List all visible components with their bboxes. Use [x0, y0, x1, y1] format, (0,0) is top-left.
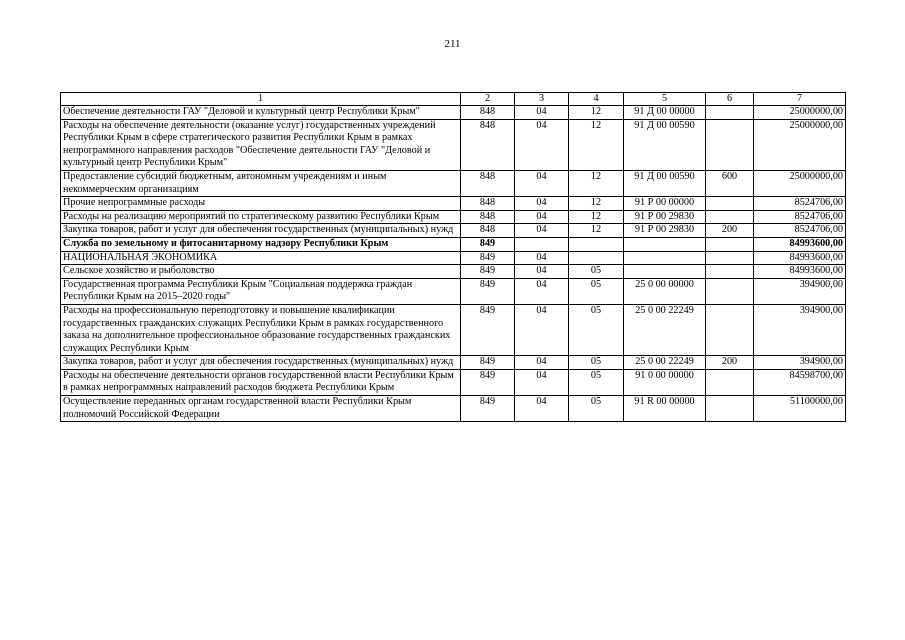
row-column-2-cell: 849	[461, 237, 515, 251]
row-column-3-cell: 04	[515, 170, 569, 196]
row-amount-cell: 84993600,00	[754, 265, 846, 279]
row-column-6-cell: 600	[706, 170, 754, 196]
header-row	[61, 93, 846, 106]
row-column-5-cell: 91 Р 00 29830	[624, 210, 706, 224]
table-row	[61, 265, 846, 279]
table-row	[61, 278, 846, 304]
budget-table	[60, 92, 846, 422]
row-column-5-cell: 25 0 00 22249	[624, 304, 706, 355]
column-header-6: 6	[706, 93, 754, 106]
row-column-5-cell: 91 Р 00 29830	[624, 224, 706, 238]
row-name-cell: Расходы на обеспечение деятельности (оказание услуг) государственных учреждений Республики Крым в сфере стратегического развития Республики Крым в рамках непрограммного направления расходов "Обеспечение деятельности ГАУ "Деловой и культурный центр Республики Крым"	[61, 119, 461, 170]
row-amount-cell: 25000000,00	[754, 170, 846, 196]
row-name-cell: Закупка товаров, работ и услуг для обеспечения государственных (муниципальных) нужд	[61, 356, 461, 370]
row-column-2-cell: 849	[461, 356, 515, 370]
row-column-3-cell: 04	[515, 251, 569, 265]
row-column-3-cell: 04	[515, 265, 569, 279]
row-column-6-cell	[706, 106, 754, 120]
row-column-5-cell: 25 0 00 00000	[624, 278, 706, 304]
row-amount-cell: 394900,00	[754, 304, 846, 355]
row-column-4-cell: 05	[569, 356, 624, 370]
row-name-cell: Предоставление субсидий бюджетным, автономным учреждениям и иным некоммерческим организациям	[61, 170, 461, 196]
row-column-6-cell	[706, 278, 754, 304]
row-column-4-cell	[569, 251, 624, 265]
row-column-3-cell: 04	[515, 278, 569, 304]
row-amount-cell: 8524706,00	[754, 224, 846, 238]
row-column-2-cell: 849	[461, 304, 515, 355]
row-column-4-cell: 12	[569, 224, 624, 238]
row-column-2-cell: 848	[461, 224, 515, 238]
row-column-2-cell: 848	[461, 210, 515, 224]
row-column-2-cell: 849	[461, 265, 515, 279]
row-name-cell: Расходы на профессиональную переподготовку и повышение квалификации государственных гражданских служащих Республики Крым в рамках государственного заказа на дополнительное профессиональное образование государственных гражданских служащих Республики Крым	[61, 304, 461, 355]
row-column-6-cell	[706, 396, 754, 422]
row-column-4-cell: 05	[569, 304, 624, 355]
row-column-6-cell	[706, 265, 754, 279]
row-column-6-cell	[706, 304, 754, 355]
row-column-5-cell: 91 R 00 00000	[624, 396, 706, 422]
row-column-4-cell: 05	[569, 396, 624, 422]
column-header-5: 5	[624, 93, 706, 106]
row-column-6-cell	[706, 119, 754, 170]
row-column-6-cell: 200	[706, 356, 754, 370]
table-row	[61, 224, 846, 238]
row-name-cell: Осуществление переданных органам государственной власти Республики Крым полномочий Российской Федерации	[61, 396, 461, 422]
row-column-3-cell: 04	[515, 304, 569, 355]
page-number: 211	[444, 38, 461, 50]
row-column-3-cell: 04	[515, 106, 569, 120]
row-name-cell: НАЦИОНАЛЬНАЯ ЭКОНОМИКА	[61, 251, 461, 265]
row-amount-cell: 8524706,00	[754, 210, 846, 224]
row-name-cell: Государственная программа Республики Крым "Социальная поддержка граждан Республики Крым на 2015–2020 годы"	[61, 278, 461, 304]
column-header-2: 2	[461, 93, 515, 106]
row-amount-cell: 84993600,00	[754, 251, 846, 265]
row-name-cell: Расходы на обеспечение деятельности органов государственной власти Республики Крым в рамках непрограммных направлений расходов бюджета Республики Крым	[61, 369, 461, 395]
row-column-2-cell: 849	[461, 251, 515, 265]
table-row	[61, 396, 846, 422]
row-column-6-cell: 200	[706, 224, 754, 238]
row-column-3-cell: 04	[515, 119, 569, 170]
row-column-3-cell: 04	[515, 224, 569, 238]
row-amount-cell: 25000000,00	[754, 106, 846, 120]
row-amount-cell: 84993600,00	[754, 237, 846, 251]
row-column-5-cell: 25 0 00 22249	[624, 356, 706, 370]
row-column-3-cell: 04	[515, 369, 569, 395]
row-amount-cell: 394900,00	[754, 278, 846, 304]
row-column-5-cell	[624, 237, 706, 251]
row-column-3-cell: 04	[515, 197, 569, 211]
table-body	[61, 106, 846, 422]
table-row	[61, 356, 846, 370]
table-row	[61, 304, 846, 355]
row-column-4-cell: 12	[569, 210, 624, 224]
row-column-4-cell: 12	[569, 197, 624, 211]
row-column-5-cell: 91 Д 00 00000	[624, 106, 706, 120]
row-column-4-cell	[569, 237, 624, 251]
row-column-6-cell	[706, 210, 754, 224]
row-column-5-cell: 91 Р 00 00000	[624, 197, 706, 211]
row-column-4-cell: 12	[569, 170, 624, 196]
row-column-6-cell	[706, 251, 754, 265]
row-amount-cell: 51100000,00	[754, 396, 846, 422]
row-amount-cell: 84598700,00	[754, 369, 846, 395]
row-name-cell: Сельское хозяйство и рыболовство	[61, 265, 461, 279]
row-name-cell: Закупка товаров, работ и услуг для обеспечения государственных (муниципальных) нужд	[61, 224, 461, 238]
row-column-4-cell: 05	[569, 278, 624, 304]
row-column-3-cell: 04	[515, 396, 569, 422]
row-column-2-cell: 848	[461, 197, 515, 211]
row-column-6-cell	[706, 197, 754, 211]
table-row	[61, 237, 846, 251]
row-column-3-cell: 04	[515, 356, 569, 370]
row-column-4-cell: 05	[569, 369, 624, 395]
row-column-5-cell: 91 0 00 00000	[624, 369, 706, 395]
row-name-cell: Служба по земельному и фитосанитарному надзору Республики Крым	[61, 237, 461, 251]
row-amount-cell: 394900,00	[754, 356, 846, 370]
row-column-6-cell	[706, 237, 754, 251]
row-name-cell: Расходы на реализацию мероприятий по стратегическому развитию Республики Крым	[61, 210, 461, 224]
row-column-4-cell: 12	[569, 119, 624, 170]
row-column-5-cell	[624, 251, 706, 265]
row-column-5-cell: 91 Д 00 00590	[624, 119, 706, 170]
column-header-7: 7	[754, 93, 846, 106]
row-column-4-cell: 12	[569, 106, 624, 120]
row-column-3-cell	[515, 237, 569, 251]
row-column-3-cell: 04	[515, 210, 569, 224]
row-column-2-cell: 849	[461, 396, 515, 422]
column-header-3: 3	[515, 93, 569, 106]
row-amount-cell: 25000000,00	[754, 119, 846, 170]
row-column-2-cell: 848	[461, 119, 515, 170]
row-name-cell: Обеспечение деятельности ГАУ "Деловой и культурный центр Республики Крым"	[61, 106, 461, 120]
table-row	[61, 251, 846, 265]
row-column-4-cell: 05	[569, 265, 624, 279]
row-column-5-cell: 91 Д 00 00590	[624, 170, 706, 196]
column-header-4: 4	[569, 93, 624, 106]
row-column-2-cell: 848	[461, 106, 515, 120]
table-row	[61, 197, 846, 211]
table-row	[61, 170, 846, 196]
row-amount-cell: 8524706,00	[754, 197, 846, 211]
row-column-6-cell	[706, 369, 754, 395]
table-row	[61, 210, 846, 224]
row-name-cell: Прочие непрограммные расходы	[61, 197, 461, 211]
row-column-2-cell: 849	[461, 369, 515, 395]
table-row	[61, 106, 846, 120]
column-header-1: 1	[61, 93, 461, 106]
row-column-5-cell	[624, 265, 706, 279]
row-column-2-cell: 849	[461, 278, 515, 304]
table-row	[61, 119, 846, 170]
table-row	[61, 369, 846, 395]
row-column-2-cell: 848	[461, 170, 515, 196]
